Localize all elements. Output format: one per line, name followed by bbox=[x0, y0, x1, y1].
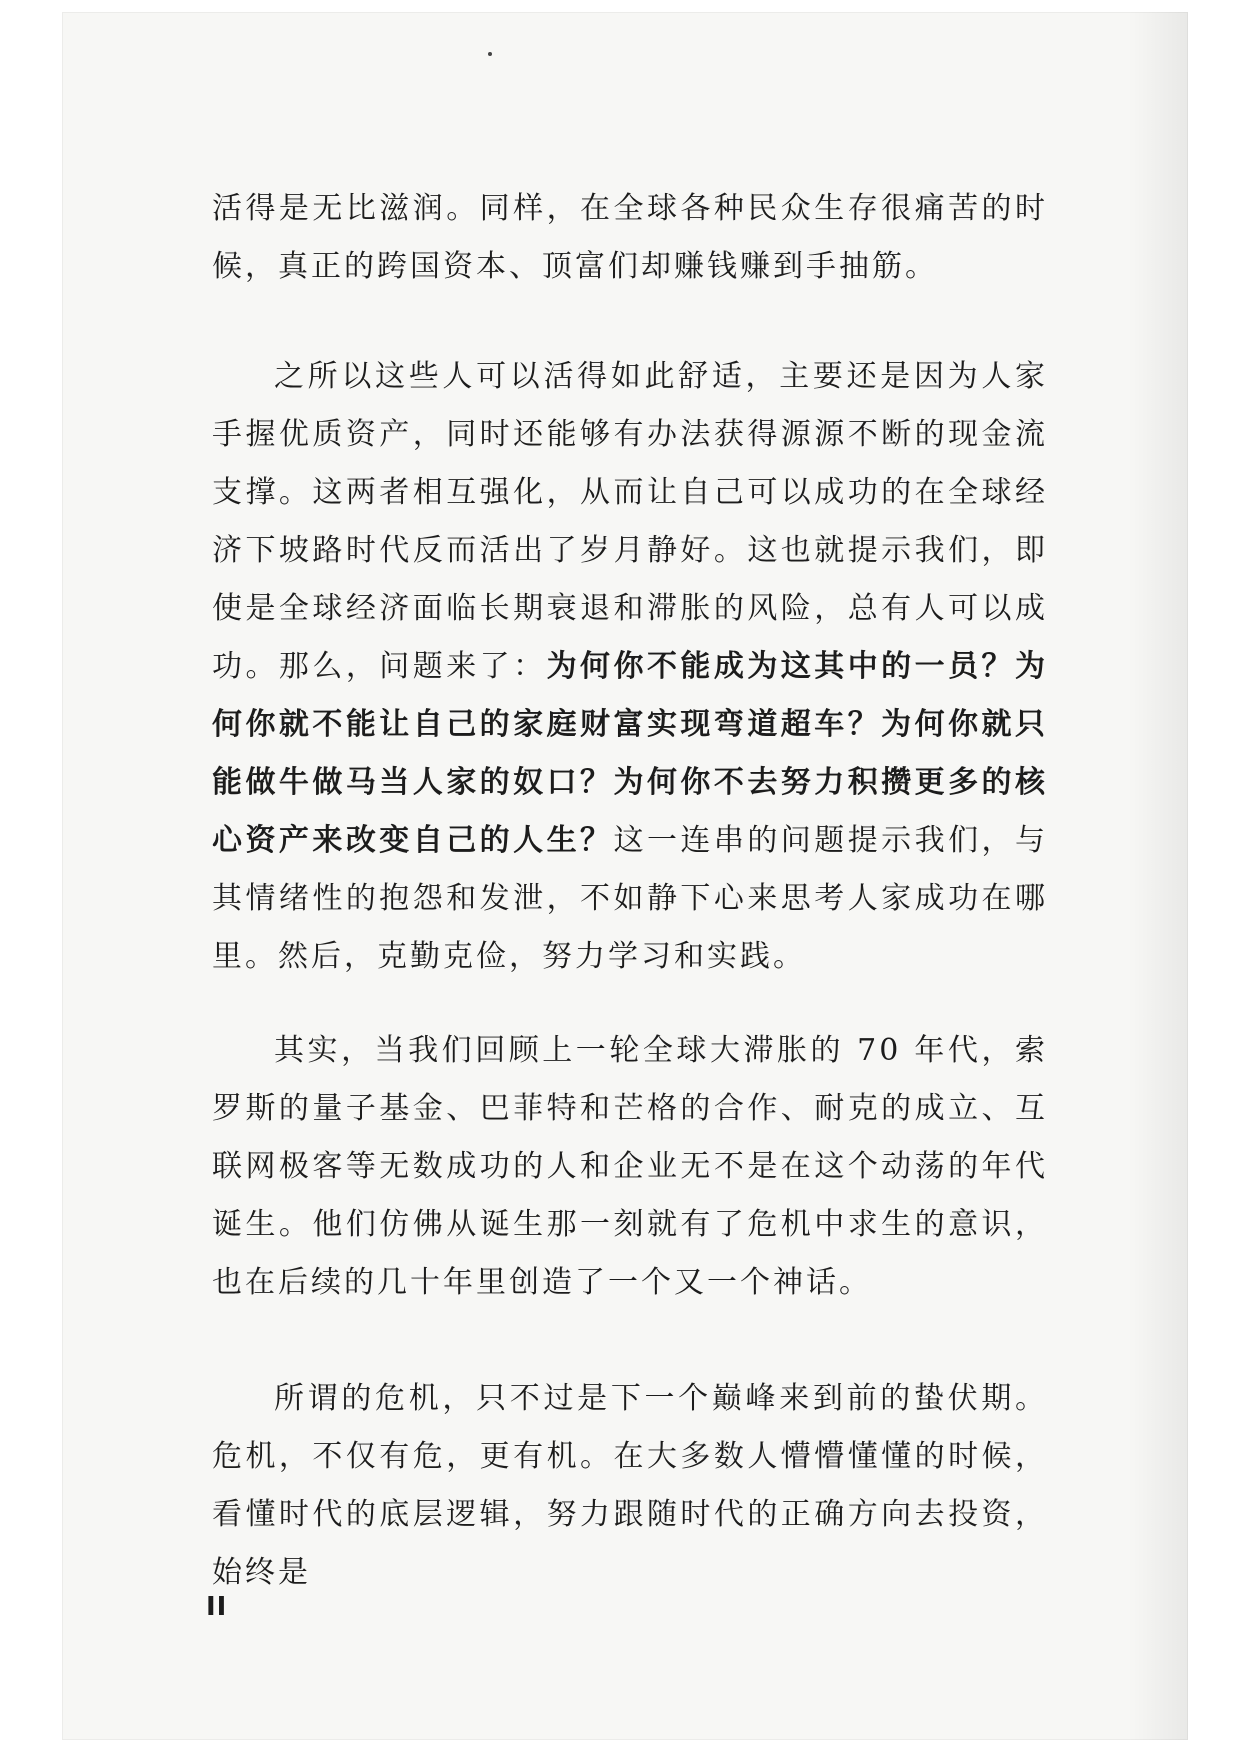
paragraph-crisis bbox=[212, 1370, 1048, 1602]
paragraph-questions bbox=[212, 348, 1048, 986]
paragraph-text bbox=[212, 348, 1048, 986]
scan-dot bbox=[488, 52, 492, 56]
paragraph-continuation bbox=[212, 180, 1048, 296]
paragraph-history bbox=[212, 1022, 1048, 1312]
paragraph-text-conclusion: 这一连串的问题提示我们，与其情绪性的抱怨和发泄，不如静下心来思考人家成功在哪里。然后，克勤克俭，努力学习和实践。 bbox=[212, 823, 1048, 974]
paragraph-text: 活得是无比滋润。同样，在全球各种民众生存很痛苦的时候，真正的跨国资本、顶富们却赚钱赚到手抽筋。 bbox=[212, 191, 1048, 284]
bold-questions: 为何你不能成为这其中的一员？为何你就不能让自己的家庭财富实现弯道超车？为何你就只能做牛做马当人家的奴口？为何你不去努力积攒更多的核心资产来改变自己的人生？ bbox=[212, 649, 1049, 858]
page-edge-shadow bbox=[1128, 12, 1188, 1740]
paragraph-text: 其实，当我们回顾上一轮全球大滞胀的 70 年代，索罗斯的量子基金、巴菲特和芒格的合作、耐克的成立、互联网极客等无数成功的人和企业无不是在这个动荡的年代诞生。他们仿佛从诞生那一刻就有了危机中求生的意识，也在后续的几十年里创造了一个又一个神话。 bbox=[212, 1033, 1048, 1300]
paragraph-text: 所谓的危机，只不过是下一个巅峰来到前的蛰伏期。危机，不仅有危，更有机。在大多数人懵懵懂懂的时候，看懂时代的底层逻辑，努力跟随时代的正确方向去投资，始终是 bbox=[212, 1381, 1048, 1590]
paragraph-text-intro: 之所以这些人可以活得如此舒适，主要还是因为人家手握优质资产，同时还能够有办法获得源源不断的现金流支撑。这两者相互强化，从而让自己可以成功的在全球经济下坡路时代反而活出了岁月静好。这也就提示我们，即使是全球经济面临长期衰退和滞胀的风险，总有人可以成功。那么，问题来了： bbox=[212, 359, 1048, 684]
page-number: II bbox=[206, 1592, 228, 1622]
